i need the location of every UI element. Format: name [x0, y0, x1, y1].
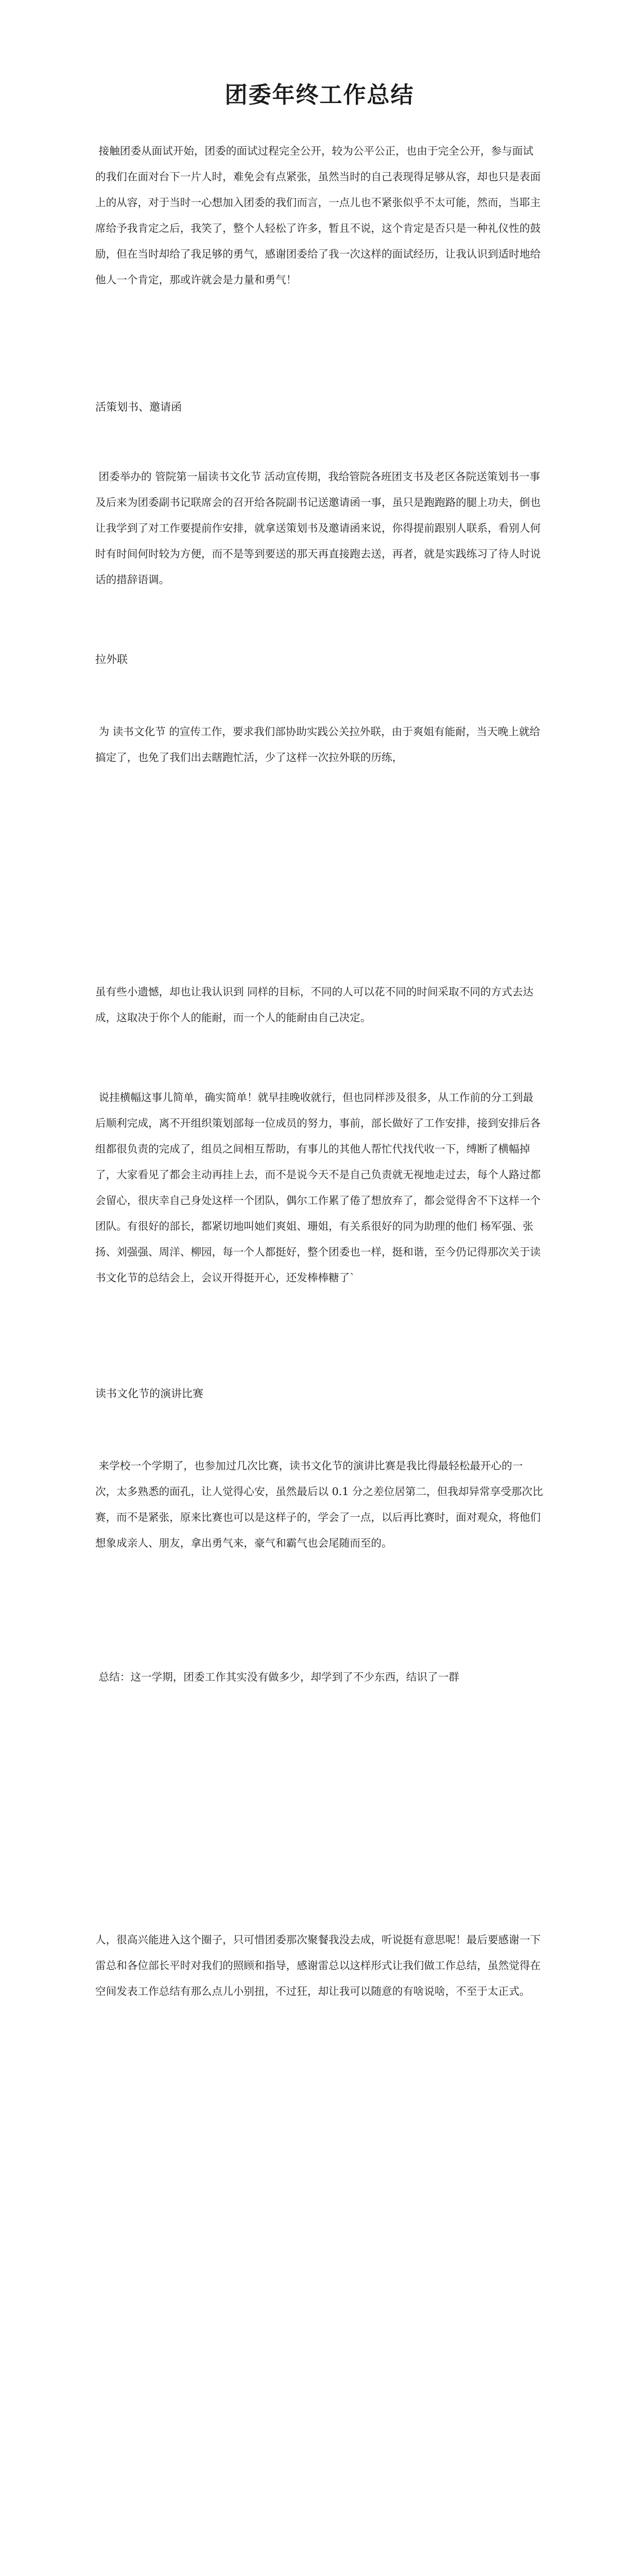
summary-paragraph-2: 人，很高兴能进入这个圈子，只可惜团委那次聚餐我没去成，听说挺有意思呢！最后要感谢一下雷总和各位部长平时对我们的照顾和指导，感谢雷总以这样形式让我们做工作总结，虽然觉得在空间发表工作总结有那么点儿小别扭，不过狂，却让我可以随意的有啥说啥，不至于太正式。: [95, 1934, 541, 1997]
summary-paragraph-1: 总结：这一学期，团委工作其实没有做多少，却学到了不少东西，结识了一群: [95, 1671, 459, 1683]
document-title: 团委年终工作总结: [224, 82, 415, 108]
section-sponsorship-paragraph-2: 虽有些小遗憾，却也让我认识到 同样的目标，不同的人可以花不同的时间采取不同的方式去达成，这取决于你个人的能耐，而一个人的能耐由自己决定。: [95, 986, 533, 1024]
section-speech-contest-paragraph: 来学校一个学期了，也参加过几次比赛，读书文化节的演讲比赛是我比得最轻松最开心的一次，太多熟悉的面孔，让人觉得心安，虽然最后以 0.1 分之差位居第二，但我却异常享受那次比赛，而不是紧张，原来比赛也可以是这样子的，学会了一点，以后再比赛时，面对观众，将他们想象成亲人、朋友，拿出勇气来，豪气和霸气也会尾随而至的。: [95, 1460, 543, 1549]
intro-paragraph: 接触团委从面试开始，团委的面试过程完全公开，较为公平公正，也由于完全公开，参与面试的我们在面对台下一片人时，难免会有点紧张，虽然当时的自己表现得足够从容，却也只是表面上的从容，对于当时一心想加入团委的我们而言，一点儿也不紧张似乎不太可能，然而，当耶主席给予我肯定之后，我笑了，整个人轻松了许多，暂且不说，这个肯定是否只是一种礼仪性的鼓励，但在当时却给了我足够的勇气，感谢团委给了我一次这样的面试经历，让我认识到适时地给他人一个肯定，那或许就会是力量和勇气！: [95, 145, 541, 286]
section-heading-speech-contest: 读书文化节的演讲比赛: [95, 1387, 203, 1400]
section-heading-planning: 活策划书、邀请函: [95, 401, 182, 413]
section-heading-sponsorship: 拉外联: [95, 653, 128, 666]
section-sponsorship-paragraph-1: 为 读书文化节 的宣传工作，要求我们部协助实践公关拉外联，由于爽姐有能耐，当天晚上就给搞定了，也免了我们出去瞎跑忙活，少了这样一次拉外联的历练，: [95, 725, 540, 764]
section-planning-paragraph: 团委举办的 管院第一届读书文化节 活动宣传期，我给管院各班团支书及老区各院送策划书一事及后来为团委副书记联席会的召开给各院副书记送邀请函一事，虽只是跑跑路的腿上功夫，倒也让我学到了对工作要提前作安排，就拿送策划书及邀请函来说，你得提前跟别人联系，看别人何时有时间何时较为方便，而不是等到要送的那天再直接跑去送，再者，就是实践练习了待人时说话的措辞语调。: [95, 470, 541, 586]
section-sponsorship-paragraph-3: 说挂横幅这事儿简单，确实简单！就早挂晚收就行，但也同样涉及很多，从工作前的分工到最后顺利完成，离不开组织策划部每一位成员的努力，事前，部长做好了工作安排，接到安排后各组都很负责的完成了，组员之间相互帮助，有事儿的其他人帮忙代找代收一下，缚断了横幅掉了，大家看见了都会主动再挂上去，而不是说今天不是自己负责就无视地走过去，每个人路过都会留心，很庆幸自己身处这样一个团队，偶尔工作累了倦了想放弃了，都会觉得舍不下这样一个团队。有很好的部长，都紧切地叫她们爽姐、珊姐，有关系很好的同为助理的他们 杨军强、张扬、刘强强、周洋、柳园，每一个人都挺好，整个团委也一样，挺和谐，至今仍记得那次关于读书文化节的总结会上，会议开得挺开心，还发棒棒糖了`: [95, 1091, 541, 1284]
